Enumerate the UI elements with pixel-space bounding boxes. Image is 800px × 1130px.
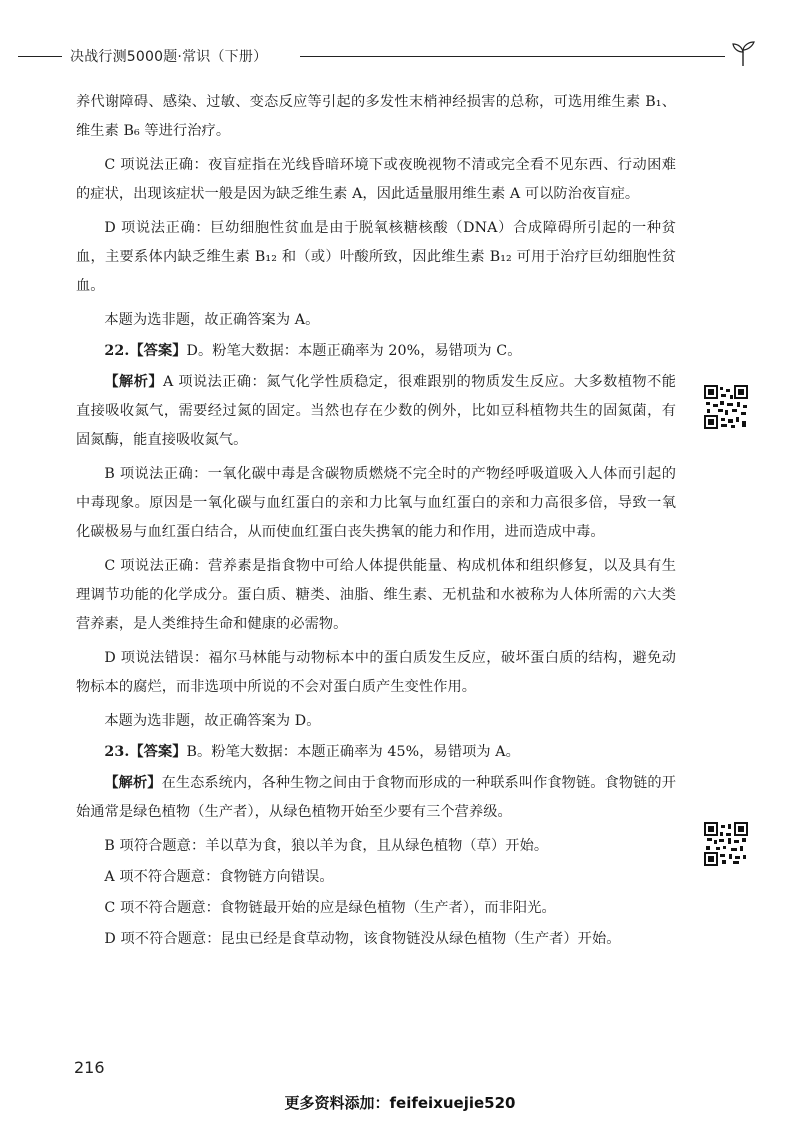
paragraph-text: B 项符合题意：羊以草为食，狼以羊为食，且从绿色植物（草）开始。 [104, 838, 549, 854]
paragraph-text: B 项说法正确：一氧化碳中毒是含碳物质燃烧不完全时的产物经呼吸道吸入人体而引起的中毒现象。原因是一氧化碳与血红蛋白的亲和力比氧与血红蛋白的亲和力高很多倍，导致一氧化碳极易与血红蛋白结合，从而使血红蛋白丧失携氧的能力和作用，进而造成中毒。 [76, 466, 676, 540]
paragraph [76, 214, 676, 301]
paragraph [76, 832, 676, 861]
paragraph [76, 863, 676, 892]
header-rule-left [18, 56, 62, 57]
paragraph [76, 552, 676, 639]
paragraph-text: C 项不符合题意：食物链最开始的应是绿色植物（生产者），而非阳光。 [104, 900, 556, 916]
paragraph [76, 707, 676, 736]
page-body [76, 88, 676, 956]
paragraph-text: A 项不符合题意：食物链方向错误。 [104, 869, 334, 885]
answer-22 [76, 337, 676, 366]
paragraph [76, 894, 676, 923]
paragraph-text: D 项不符合题意：昆虫已经是食草动物，该食物链没从绿色植物（生产者）开始。 [104, 931, 621, 947]
paragraph [76, 151, 676, 209]
paragraph-text: 本题为选非题，故正确答案为 A。 [104, 312, 320, 328]
analysis-23 [76, 769, 676, 827]
answer-text: B。粉笔大数据：本题正确率为 45%，易错项为 A。 [186, 744, 520, 760]
footer-note: 更多资料添加：feifeixuejie520 [284, 1094, 516, 1112]
running-header [0, 40, 800, 76]
paragraph [76, 644, 676, 702]
paragraph-text: 本题为选非题，故正确答案为 D。 [104, 713, 321, 729]
qr-code-icon[interactable] [704, 385, 748, 429]
paragraph [76, 925, 676, 954]
sprout-icon [728, 40, 758, 68]
paragraph [76, 460, 676, 547]
paragraph [76, 306, 676, 335]
answer-23 [76, 738, 676, 767]
paragraph-text: 养代谢障碍、感染、过敏、变态反应等引起的多发性末梢神经损害的总称，可选用维生素 B₁、维生素 B₆ 等进行治疗。 [76, 94, 676, 139]
analysis-label: 【解析】 [104, 374, 163, 390]
analysis-22 [76, 368, 676, 455]
page-number: 216 [74, 1058, 105, 1077]
header-title: 决战行测5000题·常识（下册） [70, 49, 268, 65]
header-rule-right [300, 56, 725, 57]
answer-text: D。粉笔大数据：本题正确率为 20%，易错项为 C。 [186, 343, 522, 359]
paragraph-text: D 项说法正确：巨幼细胞性贫血是由于脱氧核糖核酸（DNA）合成障碍所引起的一种贫血，主要系体内缺乏维生素 B₁₂ 和（或）叶酸所致，因此维生素 B₁₂ 可用于治疗巨幼细胞性贫血。 [76, 220, 676, 294]
qr-code-icon[interactable] [704, 822, 748, 866]
paragraph-text: D 项说法错误：福尔马林能与动物标本中的蛋白质发生反应，破坏蛋白质的结构，避免动物标本的腐烂，而非选项中所说的不会对蛋白质产生变性作用。 [76, 650, 676, 695]
answer-label: 22.【答案】 [104, 343, 187, 359]
paragraph [76, 88, 676, 146]
paragraph-text: A 项说法正确：氮气化学性质稳定，很难跟别的物质发生反应。大多数植物不能直接吸收氮气，需要经过氮的固定。当然也存在少数的例外，比如豆科植物共生的固氮菌，有固氮酶，能直接吸收氮气。 [76, 374, 677, 448]
paragraph-text: 在生态系统内，各种生物之间由于食物而形成的一种联系叫作食物链。食物链的开始通常是绿色植物（生产者），从绿色植物开始至少要有三个营养级。 [76, 775, 676, 820]
analysis-label: 【解析】 [104, 775, 162, 791]
paragraph-text: C 项说法正确：营养素是指食物中可给人体提供能量、构成机体和组织修复，以及具有生理调节功能的化学成分。蛋白质、糖类、油脂、维生素、无机盐和水被称为人体所需的六大类营养素，是人类维持生命和健康的必需物。 [76, 558, 676, 632]
answer-label: 23.【答案】 [104, 744, 187, 760]
paragraph-text: C 项说法正确：夜盲症指在光线昏暗环境下或夜晚视物不清或完全看不见东西、行动困难的症状，出现该症状一般是因为缺乏维生素 A，因此适量服用维生素 A 可以防治夜盲症。 [76, 157, 676, 202]
